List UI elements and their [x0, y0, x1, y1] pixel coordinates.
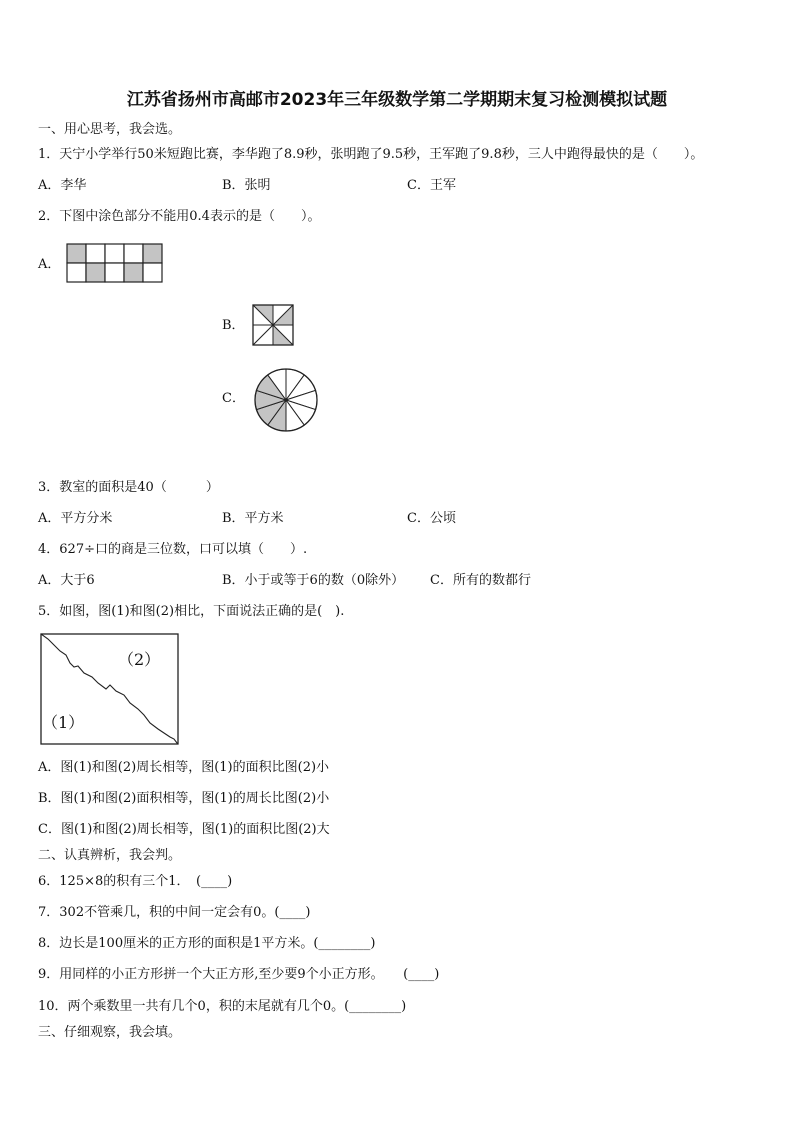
q3-option-a[interactable]: A．平方分米 — [38, 511, 113, 526]
q4-option-a[interactable]: A．大于6 — [38, 573, 95, 588]
q3-option-c[interactable]: C．公顷 — [407, 511, 456, 526]
q4-option-b[interactable]: B．小于或等于6的数（0除外） — [222, 573, 405, 588]
q3-option-b[interactable]: B．平方米 — [222, 511, 284, 526]
q5-option-b[interactable]: B．图(1)和图(2)面积相等，图(1)的周长比图(2)小 — [38, 791, 330, 806]
question-6-text: 6．125×8的积有三个1． (____) — [38, 874, 233, 889]
section-2-heading: 二、认真辨析，我会判。 — [38, 848, 182, 863]
q2-option-c[interactable]: C． — [222, 391, 245, 406]
q2-option-b[interactable]: B． — [222, 318, 245, 333]
question-5-text: 5．如图，图(1)和图(2)相比，下面说法正确的是( ). — [38, 604, 345, 619]
question-1-text: 1．天宁小学举行50米短跑比赛，李华跑了8.9秒，张明跑了9.5秒，王军跑了9.8秒，三人中跑得最快的是（ ）。 — [38, 147, 704, 162]
question-8-text: 8．边长是100厘米的正方形的面积是1平方米。(________) — [38, 936, 376, 951]
question-3-text: 3．教室的面积是40（ ） — [38, 480, 219, 495]
q5-figure-label-2: （2） — [118, 650, 161, 669]
q1-option-b[interactable]: B．张明 — [222, 178, 271, 193]
q1-option-a[interactable]: A．李华 — [38, 178, 87, 193]
question-2-text: 2．下图中涂色部分不能用0.4表示的是（ ）。 — [38, 209, 321, 224]
q5-option-c[interactable]: C．图(1)和图(2)周长相等，图(1)的面积比图(2)大 — [38, 822, 330, 837]
q1-option-c[interactable]: C．王军 — [407, 178, 456, 193]
section-1-heading: 一、用心思考，我会选。 — [38, 122, 182, 137]
q2-figure-a-grid — [66, 243, 165, 284]
question-4-text: 4．627÷口的商是三位数，口可以填（ ）. — [38, 542, 308, 557]
q2-option-a[interactable]: A． — [38, 257, 61, 272]
question-7-text: 7．302不管乘几，积的中间一定会有0。(____) — [38, 905, 311, 920]
question-10-text: 10．两个乘数里一共有几个0，积的末尾就有几个0。(________) — [38, 999, 407, 1014]
section-3-heading: 三、仔细观察，我会填。 — [38, 1025, 182, 1040]
q5-option-a[interactable]: A．图(1)和图(2)周长相等，图(1)的面积比图(2)小 — [38, 760, 330, 775]
q2-figure-c-circle — [252, 366, 320, 434]
q2-figure-b-square — [252, 304, 296, 348]
q5-figure-label-1: （1） — [42, 713, 85, 732]
q4-option-c[interactable]: C．所有的数都行 — [430, 573, 531, 588]
question-9-text: 9．用同样的小正方形拼一个大正方形,至少要9个小正方形。 (____) — [38, 967, 440, 982]
page-title: 江苏省扬州市高邮市2023年三年级数学第二学期期末复习检测模拟试题 — [126, 90, 668, 110]
